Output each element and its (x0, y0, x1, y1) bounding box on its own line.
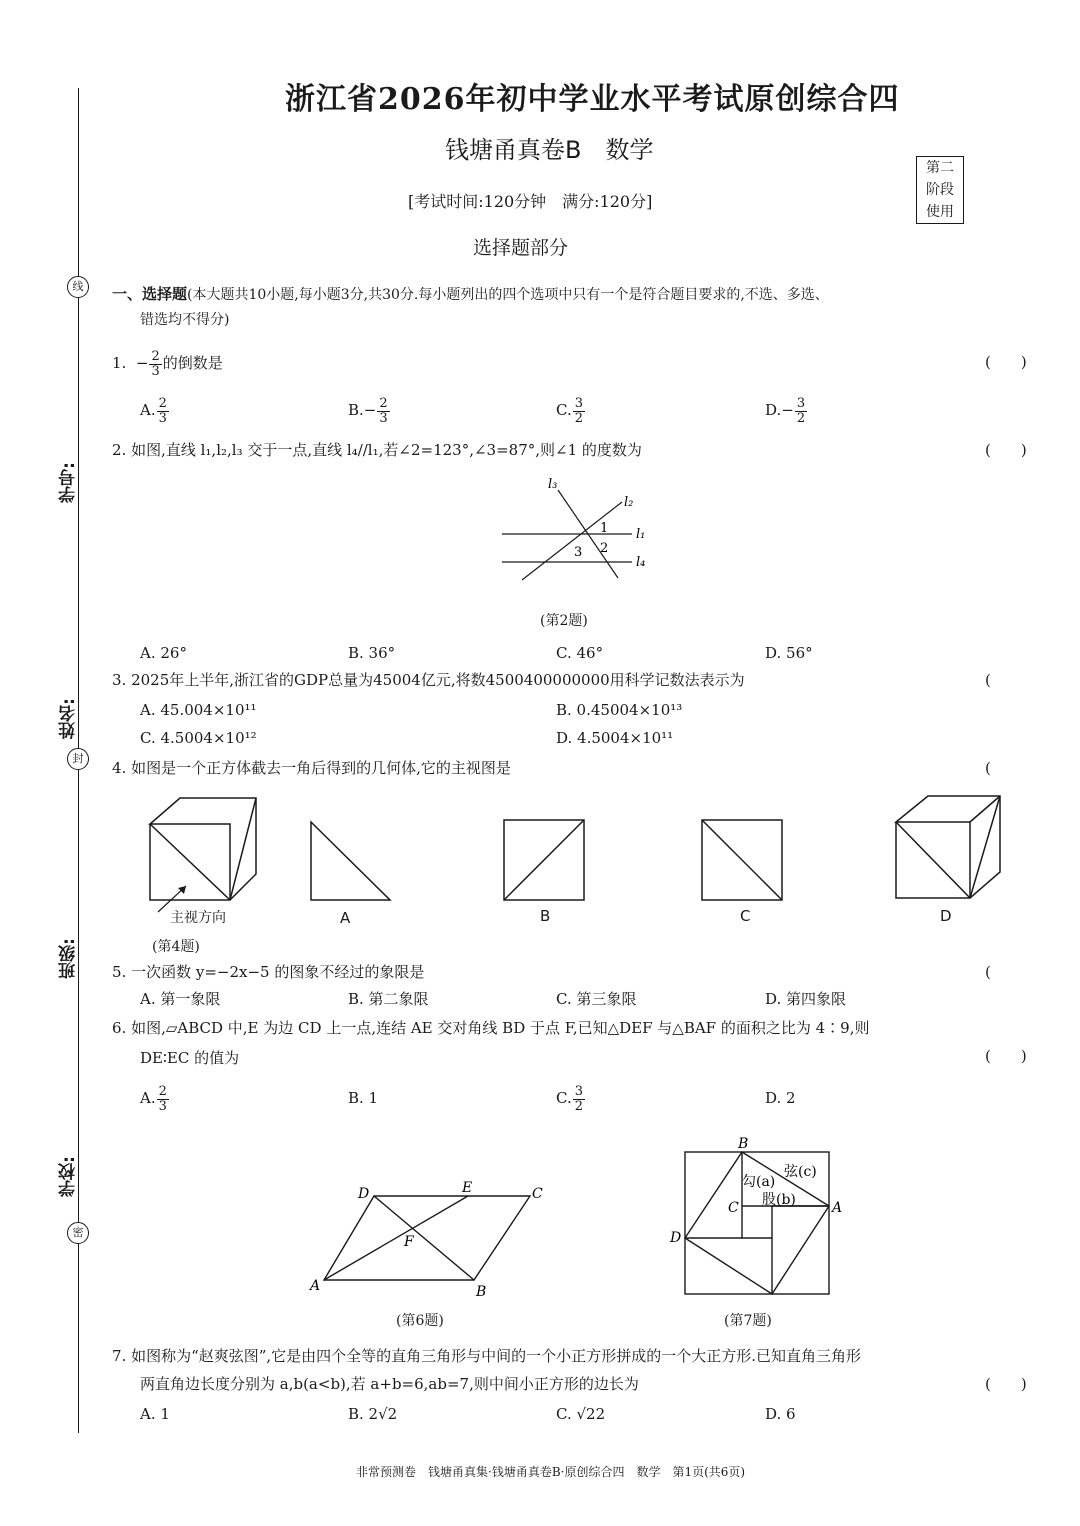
q5-option-c: C. 第三象限 (556, 990, 637, 1008)
q7-stem: 7. 如图称为“赵爽弦图”,它是由四个全等的直角三角形与中间的一个小正方形拼成的一个大正方形.已知直角三角形 (112, 1347, 861, 1365)
q2-caption: (第2题) (540, 613, 588, 629)
section-title: 选择题部分 (473, 237, 569, 259)
q2-option-b: B. 36° (348, 644, 396, 662)
q3-option-b: B. 0.45004×10¹³ (556, 701, 683, 719)
label-gu: 股(b) (762, 1192, 796, 1208)
q4-option-c-figure (700, 818, 784, 902)
q2-option-d: D. 56° (765, 644, 813, 662)
q4-option-a: A (340, 909, 351, 927)
q1-stem: 1. − $\frac{2}{3}$ 的倒数是 (112, 348, 223, 379)
label-l4: l₄ (636, 555, 646, 570)
q4-option-a-figure (306, 820, 396, 904)
section-heading: 一、选择题(本大题共10小题,每小题3分,共30分.每小题列出的四个选项中只有一个是符合题目要求的,不选、多选、 (112, 285, 829, 303)
binding-mark-mi: 密 (67, 1222, 89, 1244)
label-student-id: 学号: (59, 462, 79, 503)
point-e: E (462, 1180, 473, 1196)
q1-option-d: D.− $\frac{3}{2}$ (765, 395, 806, 426)
label-class: 班级: (59, 938, 79, 979)
q3-bracket: ( (985, 671, 991, 689)
q4-option-d: D (940, 907, 952, 925)
page-title: 浙江省2026年初中学业水平考试原创综合四 (285, 82, 900, 117)
point-c-label: C (728, 1200, 739, 1216)
q2-figure (500, 474, 660, 584)
q2-bracket: ( ) (985, 441, 1027, 459)
point-c: C (532, 1186, 543, 1202)
label-l2: l₂ (624, 495, 634, 510)
label-gou: 勾(a) (742, 1174, 776, 1190)
q7-figure (666, 1132, 856, 1304)
q1-option-a: A. $\frac{2}{3}$ (140, 395, 167, 426)
q1-fraction: $\frac{2}{3}$ (151, 348, 160, 379)
q7-option-d: D. 6 (765, 1405, 796, 1423)
q2-option-c: C. 46° (556, 644, 604, 662)
q5-stem: 5. 一次函数 y=−2x−5 的图象不经过的象限是 (112, 963, 425, 981)
point-b-label: B (738, 1136, 749, 1152)
q7-caption: (第7题) (724, 1313, 772, 1329)
q6-stem-2: DE∶EC 的值为 (140, 1049, 240, 1067)
q4-option-d-figure (890, 792, 1006, 904)
q7-option-b: B. 2√2 (348, 1405, 398, 1423)
angle-2: 2 (600, 541, 609, 556)
q6-option-d: D. 2 (765, 1089, 796, 1107)
q4-option-b: B (540, 907, 551, 925)
q1-option-b: B.− $\frac{2}{3}$ (348, 395, 388, 426)
q4-option-b-figure (502, 818, 586, 902)
point-b: B (476, 1284, 487, 1300)
q2-stem: 2. 如图,直线 l₁,l₂,l₃ 交于一点,直线 l₄//l₁,若∠2=123°,∠3=87°,则∠1 的度数为 (112, 441, 642, 459)
q3-option-a: A. 45.004×10¹¹ (140, 701, 257, 719)
q7-option-a: A. 1 (140, 1405, 170, 1423)
label-l3: l₃ (548, 477, 558, 492)
point-d-label: D (670, 1230, 682, 1246)
label-l1: l₁ (636, 527, 646, 542)
segment-ae (324, 1196, 468, 1280)
label-school: 学校: (59, 1156, 79, 1197)
q5-bracket: ( (985, 963, 991, 981)
point-a: A (310, 1278, 321, 1294)
q4-bracket: ( (985, 759, 991, 777)
point-d: D (358, 1186, 370, 1202)
diagonal-bd (374, 1196, 474, 1280)
exam-info: [考试时间:120分钟 满分:120分] (408, 192, 653, 211)
q1-option-c: C. $\frac{3}{2}$ (556, 395, 583, 426)
angle-1: 1 (600, 521, 609, 536)
q6-figure (300, 1176, 560, 1302)
parallelogram-abcd (324, 1196, 530, 1280)
q4-option-c: C (740, 907, 751, 925)
section-note-2: 错选均不得分) (140, 312, 230, 328)
q3-stem: 3. 2025年上半年,浙江省的GDP总量为45004亿元,将数4500400000000用科学记数法表示为 (112, 671, 745, 689)
q3-option-d: D. 4.5004×10¹¹ (556, 729, 674, 747)
q5-option-d: D. 第四象限 (765, 990, 847, 1008)
label-xian: 弦(c) (784, 1164, 817, 1180)
q2-option-a: A. 26° (140, 644, 187, 662)
q7-option-c: C. √22 (556, 1405, 606, 1423)
angle-3: 3 (574, 545, 583, 560)
binding-mark-feng: 封 (67, 748, 89, 770)
q4-stem: 4. 如图是一个正方体截去一角后得到的几何体,它的主视图是 (112, 759, 511, 777)
q5-option-a: A. 第一象限 (140, 990, 221, 1008)
binding-mark-xian: 线 (67, 276, 89, 298)
q6-bracket: ( ) (985, 1047, 1027, 1065)
label-name: 姓名: (59, 698, 79, 739)
q4-arrow-label: 主视方向 (170, 910, 226, 926)
q6-option-c: C. $\frac{3}{2}$ (556, 1083, 583, 1114)
q5-option-b: B. 第二象限 (348, 990, 429, 1008)
q3-option-c: C. 4.5004×10¹² (140, 729, 257, 747)
q7-bracket: ( ) (985, 1375, 1027, 1393)
q6-stem: 6. 如图,▱ABCD 中,E 为边 CD 上一点,连结 AE 交对角线 BD 于点 F,已知△DEF 与△BAF 的面积之比为 4∶9,则 (112, 1019, 870, 1037)
q7-stem-2: 两直角边长度分别为 a,b(a<b),若 a+b=6,ab=7,则中间小正方形的边长为 (140, 1375, 639, 1393)
q6-caption: (第6题) (396, 1313, 444, 1329)
q6-option-b: B. 1 (348, 1089, 379, 1107)
q4-caption: (第4题) (152, 939, 200, 955)
point-a-label: A (832, 1200, 843, 1216)
q1-bracket: ( ) (985, 353, 1027, 371)
point-f: F (404, 1234, 414, 1250)
q6-option-a: A. $\frac{2}{3}$ (140, 1083, 167, 1114)
stage-badge: 第二 阶段 使用 (916, 156, 964, 224)
page-subtitle: 钱塘甬真卷B 数学 (445, 136, 654, 164)
page-footer: 非常预测卷 钱塘甬真集·钱塘甬真卷B·原创综合四 数学 第1页(共6页) (356, 1465, 746, 1479)
